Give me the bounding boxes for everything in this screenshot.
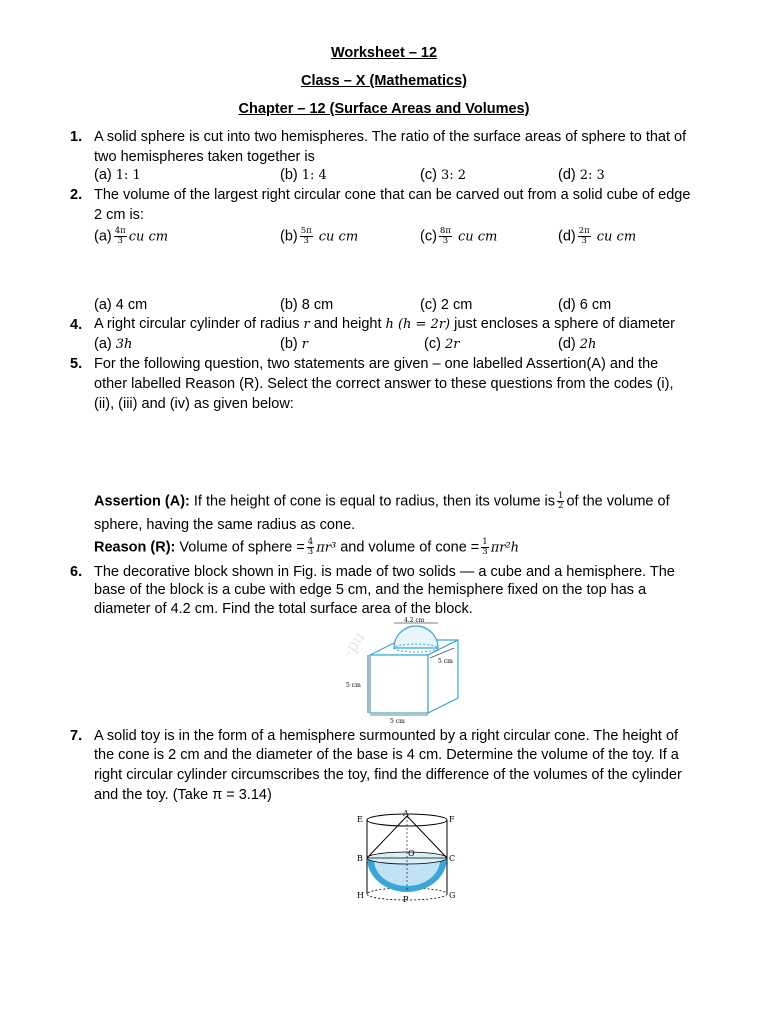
q3-option-d: (d) 6 cm bbox=[558, 297, 612, 313]
q4-option-c: (c) 2r bbox=[424, 336, 460, 352]
q1-option-d: (d) 2: 3 bbox=[558, 167, 605, 183]
q7-text-line1: A solid toy is in the form of a hemisphere surmounted by a right circular cone. The height of bbox=[94, 728, 679, 744]
fig-label-C: C bbox=[449, 854, 456, 863]
q6-text-line1: The decorative block shown in Fig. is made of two solids — a cube and a hemisphere. The bbox=[94, 564, 675, 580]
fig-label-A: A bbox=[403, 809, 409, 818]
q7-text-line2: the cone is 2 cm and the diameter of the base is 4 cm. Determine the volume of the toy. If a bbox=[94, 747, 679, 763]
q5-text-line3: (ii), (iii) and (iv) as given below: bbox=[94, 396, 294, 412]
question-number: 2. bbox=[70, 187, 83, 203]
q7-text-line3: right circular cylinder circumscribes the toy, find the difference of the volumes of the cylinder bbox=[94, 767, 682, 783]
q4-option-b: (b) r bbox=[280, 336, 308, 352]
fig-label-top: 4.2 cm bbox=[404, 617, 425, 624]
chapter-title: Chapter – 12 (Surface Areas and Volumes) bbox=[238, 101, 530, 117]
q1-option-b: (b) 1: 4 bbox=[280, 167, 327, 183]
fig-label-F: F bbox=[449, 815, 455, 824]
question-number: 4. bbox=[70, 317, 83, 333]
q5-text-line2: other labelled Reason (R). Select the correct answer to these questions from the codes (i), bbox=[94, 376, 674, 392]
q2-option-d: (d) $\frac{2\pi}{3}$ cu cm bbox=[558, 226, 637, 246]
worksheet-title: Worksheet – 12 bbox=[330, 45, 438, 61]
q6-text-line3: diameter of 4.2 cm. Find the total surface area of the block. bbox=[94, 601, 473, 617]
fig-label-B: B bbox=[357, 854, 363, 863]
fig-label-P: P bbox=[403, 895, 409, 904]
fig-label-E: E bbox=[357, 815, 363, 824]
q2-text-line2: 2 cm is: bbox=[94, 207, 144, 223]
q4-option-a: (a) 3h bbox=[94, 336, 133, 352]
question-number: 5. bbox=[70, 356, 83, 372]
q1-text-line1: A solid sphere is cut into two hemispheres. The ratio of the surface areas of sphere to that of bbox=[94, 129, 687, 145]
q4-text: A right circular cylinder of radius r and height h (h = 2r) just encloses a sphere of diameter bbox=[94, 316, 675, 332]
q1-text-line2: two hemispheres taken together is bbox=[94, 149, 315, 165]
class-title: Class – X (Mathematics) bbox=[300, 73, 467, 89]
fig-label-G: G bbox=[449, 891, 456, 900]
q2-option-a: (a) $\frac{4\pi}{3}$ cu cm bbox=[94, 226, 169, 246]
toy-cylinder-figure bbox=[352, 808, 462, 908]
fig-label-H: H bbox=[357, 891, 364, 900]
q2-option-b: (b) $\frac{5\pi}{3}$ cu cm bbox=[280, 226, 359, 246]
fig-label-right: 5 cm bbox=[438, 658, 453, 665]
q7-text-line4: and the toy. (Take π = 3.14) bbox=[94, 787, 272, 803]
assertion-label: Assertion (A): bbox=[94, 493, 190, 510]
q2-option-c: (c) $\frac{8\pi}{3}$ cu cm bbox=[420, 226, 498, 246]
q6-text-line2: base of the block is a cube with edge 5 cm, and the hemisphere fixed on the top has a bbox=[94, 582, 647, 598]
reason-label: Reason (R): bbox=[94, 539, 176, 556]
fig-label-bottom: 5 cm bbox=[390, 718, 405, 725]
question-number: 7. bbox=[70, 728, 83, 744]
cube-hemisphere-figure bbox=[330, 615, 470, 725]
q3-option-b: (b) 8 cm bbox=[280, 297, 334, 313]
fig-label-O: O bbox=[408, 849, 415, 858]
assertion-line: Assertion (A): If the height of cone is equal to radius, then its volume is $\frac{1}{2}$ of the volume of bbox=[94, 491, 670, 511]
q1-option-c: (c) 3: 2 bbox=[420, 167, 467, 183]
q1-option-a: (a) 1: 1 bbox=[94, 167, 141, 183]
q3-option-a: (a) 4 cm bbox=[94, 297, 148, 313]
q2-text-line1: The volume of the largest right circular cone that can be carved out from a solid cube of edge bbox=[94, 187, 691, 203]
fig-label-left: 5 cm bbox=[346, 682, 361, 689]
q4-option-d: (d) 2h bbox=[558, 336, 597, 352]
question-number: 1. bbox=[70, 129, 83, 145]
reason-line: Reason (R): Volume of sphere = $\frac{4}{3}$ πr³ and volume of cone = $\frac{1}{3}$ πr²h bbox=[94, 537, 520, 557]
q5-text-line1: For the following question, two statements are given – one labelled Assertion(A) and the bbox=[94, 356, 659, 372]
assertion-line2: sphere, having the same radius as cone. bbox=[94, 517, 356, 533]
svg-text:-pu: -pu bbox=[338, 627, 369, 661]
question-number: 6. bbox=[70, 564, 83, 580]
q3-option-c: (c) 2 cm bbox=[420, 297, 473, 313]
